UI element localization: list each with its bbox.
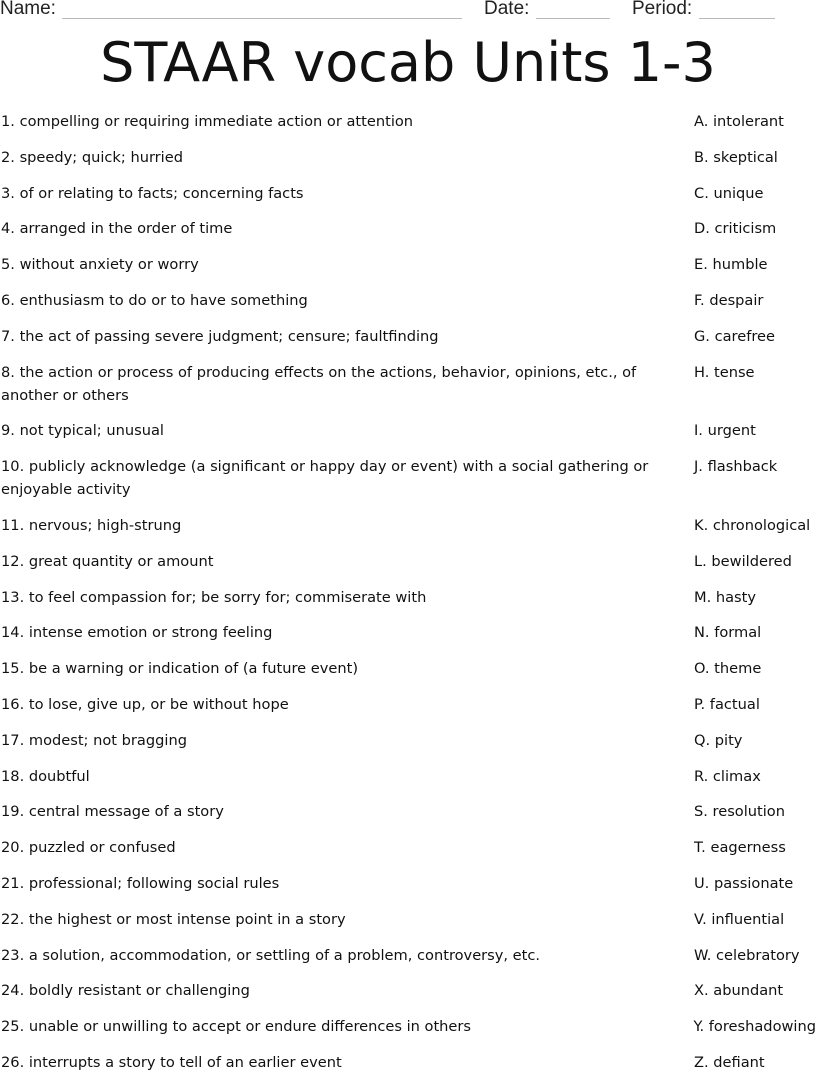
answer-choice: W. celebratory (694, 946, 800, 964)
answer-choice: X. abundant (694, 982, 784, 1000)
definition-text: 21. professional; following social rules (1, 874, 280, 892)
list-item (0, 252, 816, 276)
answer-choice: R. climax (694, 767, 761, 785)
list-item (0, 109, 816, 133)
definition-text: 11. nervous; high-strung (1, 516, 182, 534)
answer-choice: O. theme (694, 660, 762, 678)
answer-choice: V. influential (694, 910, 785, 928)
period-label: Period: (632, 0, 693, 19)
definition-text: 3. of or relating to facts; concerning facts (1, 184, 304, 202)
definition-text: 16. to lose, give up, or be without hope (1, 695, 289, 713)
list-item (0, 549, 816, 573)
name-label: Name: (0, 0, 56, 19)
definition-text: 15. be a warning or indication of (a future event) (1, 660, 359, 678)
definition-text: 24. boldly resistant or challenging (1, 982, 250, 1000)
list-item (0, 216, 816, 240)
answer-choice: Q. pity (694, 731, 743, 749)
list-item (0, 728, 816, 752)
definition-text: 14. intense emotion or strong feeling (1, 624, 273, 642)
list-item (0, 943, 816, 967)
answer-choice: U. passionate (694, 874, 794, 892)
answer-choice: A. intolerant (694, 113, 784, 130)
definition-text: 23. a solution, accommodation, or settling of a problem, controversy, etc. (1, 946, 541, 964)
list-item (0, 454, 816, 501)
definition-text: 10. publicly acknowledge (a significant or happy day or event) with a social gathering or enjoyable activity (1, 458, 649, 499)
list-item (0, 360, 816, 407)
answer-choice: C. unique (694, 184, 764, 202)
answer-choice: F. despair (694, 291, 764, 309)
definition-text: 18. doubtful (1, 767, 90, 785)
answer-choice: B. skeptical (694, 148, 778, 166)
list-item (0, 418, 816, 442)
answer-choice: K. chronological (694, 516, 811, 534)
list-item (0, 764, 816, 788)
worksheet-title: STAAR vocab Units 1-3 (100, 31, 716, 94)
date-blank-line[interactable] (536, 18, 610, 19)
answer-choice: L. bewildered (694, 552, 792, 570)
definition-text: 8. the action or process of producing effects on the actions, behavior, opinions, etc., of another or others (1, 363, 637, 404)
definition-text: 26. interrupts a story to tell of an earlier event (1, 1053, 342, 1071)
name-blank-line[interactable] (62, 18, 462, 19)
definition-text: 5. without anxiety or worry (1, 256, 199, 274)
period-blank-line[interactable] (699, 18, 775, 19)
list-item (0, 1050, 816, 1074)
list-item (0, 656, 816, 680)
answer-choice: D. criticism (694, 220, 777, 238)
definition-text: 19. central message of a story (1, 803, 224, 821)
answer-choice: T. eagerness (694, 839, 786, 857)
definition-text: 1. compelling or requiring immediate action or attention (1, 113, 414, 130)
list-item (0, 145, 816, 169)
answer-choice: I. urgent (694, 422, 756, 440)
answer-choice: P. factual (694, 695, 760, 713)
answer-choice: G. carefree (694, 327, 775, 345)
definition-text: 13. to feel compassion for; be sorry for; commiserate with (1, 588, 427, 606)
answer-choice: J. flashback (694, 458, 778, 476)
list-item (0, 1014, 816, 1038)
list-item (0, 324, 816, 348)
list-item (0, 513, 816, 537)
list-item (0, 871, 816, 895)
definition-text: 4. arranged in the order of time (1, 220, 233, 238)
list-item (0, 799, 816, 823)
matching-list (0, 109, 816, 1086)
answer-choice: M. hasty (694, 588, 757, 606)
list-item (0, 692, 816, 716)
answer-choice: S. resolution (694, 803, 785, 821)
definition-text: 7. the act of passing severe judgment; censure; faultfinding (1, 327, 439, 345)
definition-text: 6. enthusiasm to do or to have something (1, 291, 308, 309)
definition-text: 9. not typical; unusual (1, 422, 164, 440)
definition-text: 17. modest; not bragging (1, 731, 187, 749)
list-item (0, 288, 816, 312)
list-item (0, 585, 816, 609)
definition-text: 20. puzzled or confused (1, 839, 176, 857)
answer-choice: H. tense (694, 363, 755, 381)
list-item (0, 907, 816, 931)
answer-choice: Z. defiant (694, 1053, 765, 1071)
answer-choice: N. formal (694, 624, 762, 642)
definition-text: 2. speedy; quick; hurried (1, 148, 183, 166)
worksheet-header (0, 0, 816, 24)
list-item (0, 835, 816, 859)
date-label: Date: (484, 0, 530, 19)
definition-text: 12. great quantity or amount (1, 552, 214, 570)
list-item (0, 620, 816, 644)
definition-text: 25. unable or unwilling to accept or endure differences in others (1, 1018, 472, 1036)
answer-choice: Y. foreshadowing (693, 1018, 816, 1036)
list-item (0, 181, 816, 205)
answer-choice: E. humble (694, 256, 768, 274)
list-item (0, 978, 816, 1002)
definition-text: 22. the highest or most intense point in a story (1, 910, 346, 928)
